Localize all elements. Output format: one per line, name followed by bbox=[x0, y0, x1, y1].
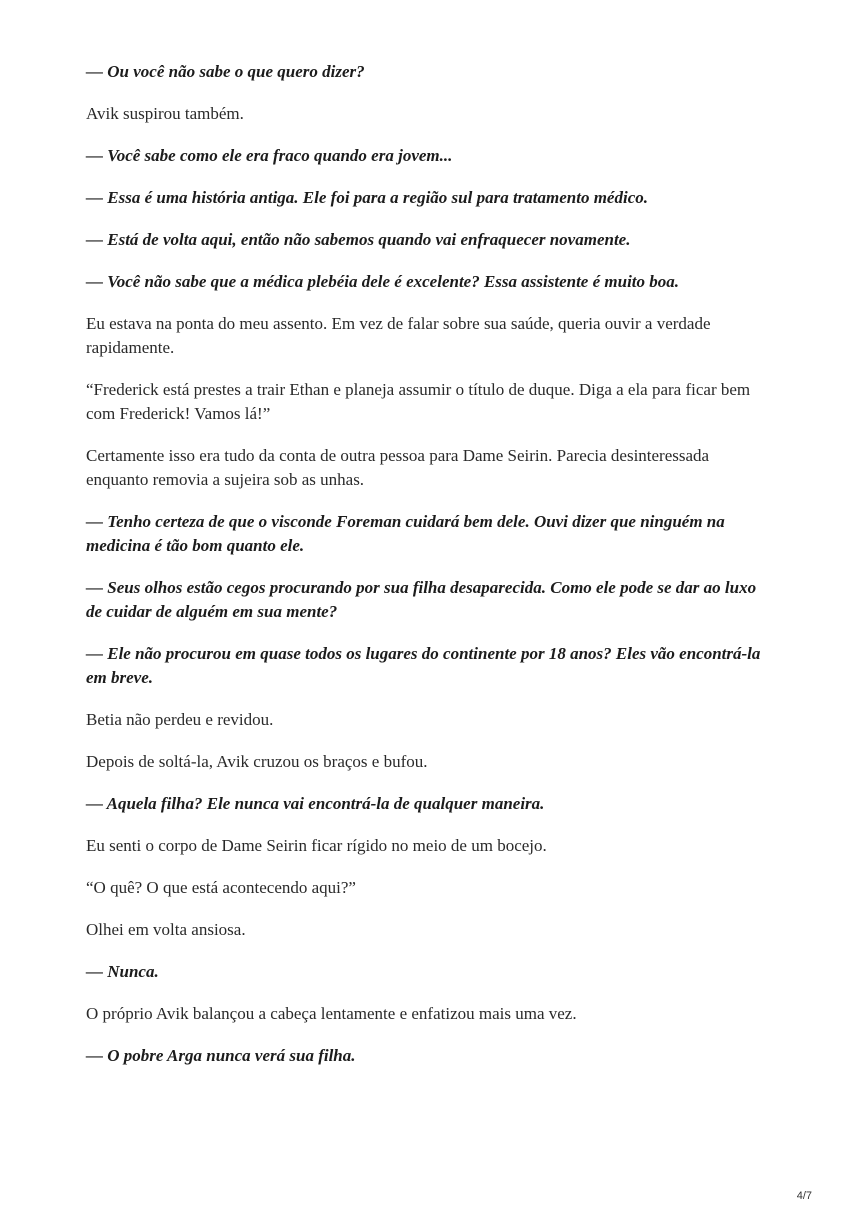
paragraph: — Seus olhos estão cegos procurando por sua filha desaparecida. Como ele pode se dar ao luxo de cuidar de alguém em sua mente? bbox=[86, 578, 757, 621]
paragraph: “O quê? O que está acontecendo aqui?” bbox=[86, 878, 356, 897]
paragraph: O próprio Avik balançou a cabeça lentamente e enfatizou mais uma vez. bbox=[86, 1004, 577, 1023]
paragraph: — Tenho certeza de que o visconde Foreman cuidará bem dele. Ouvi dizer que ninguém na medicina é tão bom quanto ele. bbox=[86, 512, 725, 555]
paragraph: — Essa é uma história antiga. Ele foi para a região sul para tratamento médico. bbox=[86, 188, 648, 207]
paragraph: Avik suspirou também. bbox=[86, 104, 244, 123]
paragraph: — Você sabe como ele era fraco quando era jovem... bbox=[86, 146, 453, 165]
paragraph: Betia não perdeu e revidou. bbox=[86, 710, 274, 729]
paragraph: Eu estava na ponta do meu assento. Em vez de falar sobre sua saúde, queria ouvir a verdade rapidamente. bbox=[86, 314, 711, 357]
paragraph: — Está de volta aqui, então não sabemos quando vai enfraquecer novamente. bbox=[86, 230, 631, 249]
paragraph: Eu senti o corpo de Dame Seirin ficar rígido no meio de um bocejo. bbox=[86, 836, 547, 855]
paragraph: Olhei em volta ansiosa. bbox=[86, 920, 246, 939]
paragraph: — O pobre Arga nunca verá sua filha. bbox=[86, 1046, 356, 1065]
paragraph: Certamente isso era tudo da conta de outra pessoa para Dame Seirin. Parecia desinteressada enquanto removia a sujeira sob as unhas. bbox=[86, 446, 710, 489]
paragraph: — Ele não procurou em quase todos os lugares do continente por 18 anos? Eles vão encontrá-la em breve. bbox=[86, 644, 761, 687]
paragraph: — Nunca. bbox=[86, 962, 159, 981]
document-body bbox=[86, 60, 766, 1086]
paragraph: — Você não sabe que a médica plebéia dele é excelente? Essa assistente é muito boa. bbox=[86, 272, 680, 291]
paragraph: “Frederick está prestes a trair Ethan e planeja assumir o título de duque. Diga a ela para ficar bem com Frederick! Vamos lá!” bbox=[86, 380, 751, 423]
paragraph: Depois de soltá-la, Avik cruzou os braços e bufou. bbox=[86, 752, 428, 771]
paragraph: — Ou você não sabe o que quero dizer? bbox=[86, 62, 365, 81]
paragraph: — Aquela filha? Ele nunca vai encontrá-la de qualquer maneira. bbox=[86, 794, 545, 813]
page-number: 4/7 bbox=[796, 1190, 812, 1202]
